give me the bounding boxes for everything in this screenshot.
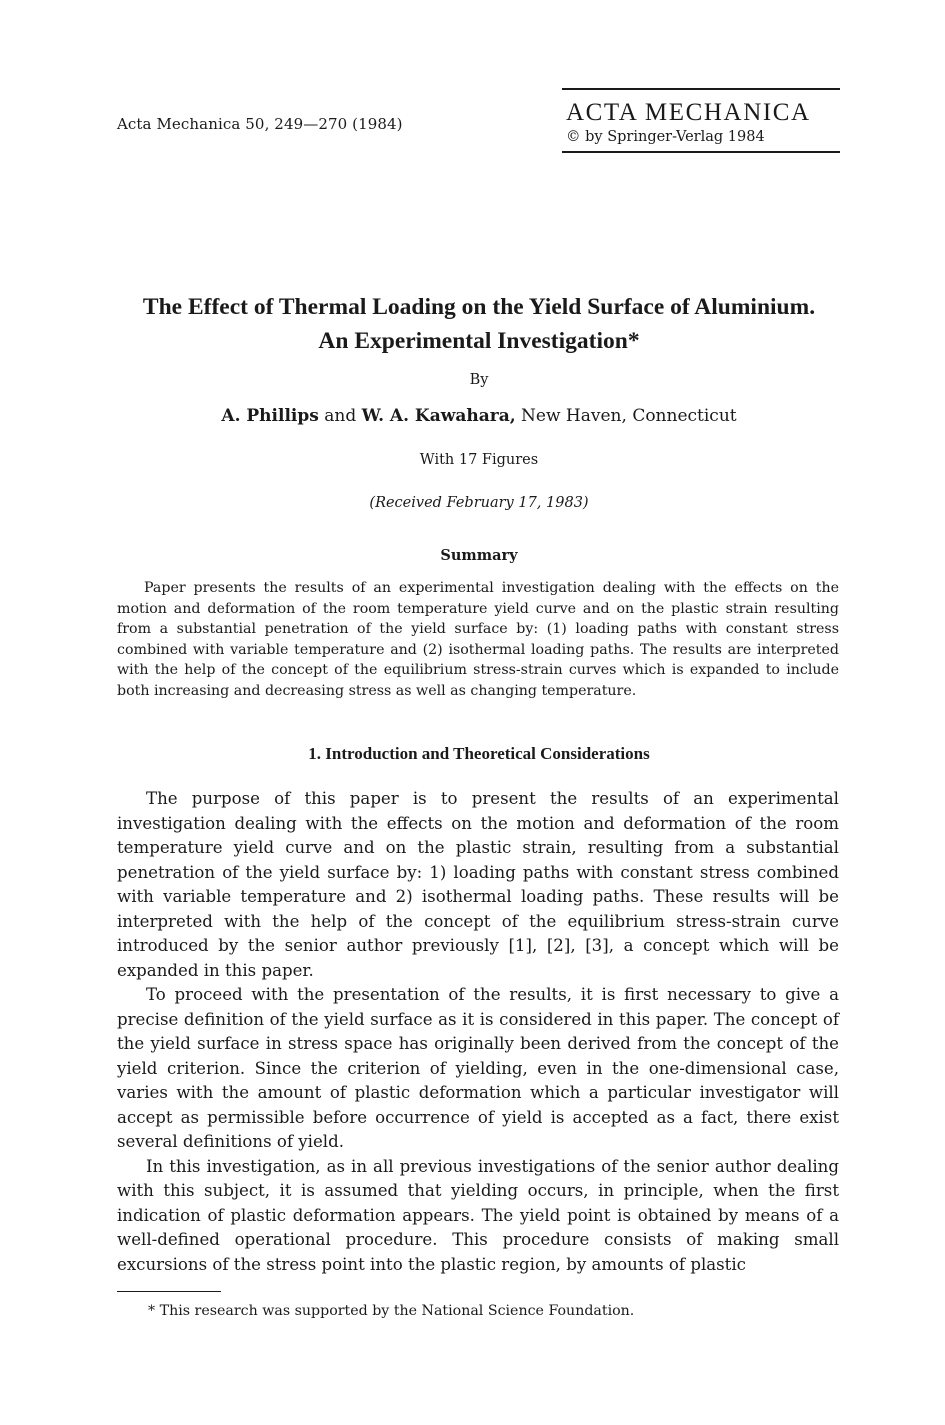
body-paragraph-1: The purpose of this paper is to present the results of an experimental investigation dealing with the effects on the motion and deformation of the room temperature yield curve and on the plastic strain, resulting from a substantial penetration of the yield surface by: 1) loading paths with constant stress combined with variable temperature and 2) isothermal loading paths. These results will be interpreted with the help of the concept of the equilibrium stress-strain curve introduced by the senior author previously [1], [2], [3], a concept which will be expanded in this paper. (117, 789, 839, 980)
footnote-divider (117, 1291, 221, 1292)
paper-title (110, 290, 848, 358)
summary-heading: Summary (440, 547, 518, 564)
author-2: W. A. Kawahara, (361, 406, 516, 426)
author-conjunction: and (318, 406, 362, 426)
section-body (117, 787, 839, 1277)
byline: By (469, 372, 489, 388)
body-paragraph-2: To proceed with the presentation of the results, it is first necessary to give a precise definition of the yield surface as it is considered in this paper. The concept of the yield surface in stress space has originally been derived from the concept of the yield criterion. Since the criterion of yielding, even in the one-dimensional case, varies with the amount of plastic deformation which a particular investigator will accept as permissible before occurrence of yield is accepted as a fact, there exist several definitions of yield. (117, 985, 839, 1151)
title-line-1: The Effect of Thermal Loading on the Yield Surface of Aluminium. (142, 294, 816, 320)
journal-name: ACTA MECHANICA (566, 99, 811, 126)
journal-citation: Acta Mechanica 50, 249—270 (1984) (117, 115, 403, 133)
received-date: (Received February 17, 1983) (369, 495, 589, 511)
footnote: * This research was supported by the National Science Foundation. (148, 1303, 635, 1319)
copyright-notice: © by Springer-Verlag 1984 (566, 129, 765, 145)
journal-masthead (562, 88, 840, 153)
summary-text: Paper presents the results of an experimental investigation dealing with the effects on the motion and deformation of the room temperature yield curve and on the plastic strain resulting from a substantial penetration of the yield surface by: (1) loading paths with constant stress combined with variable temperature and (2) isothermal loading paths. The results are interpreted with the help of the concept of the equilibrium stress-strain curves which is expanded to include both increasing and decreasing stress as well as changing temperature. (117, 580, 839, 699)
title-line-2: An Experimental Investigation* (318, 328, 640, 354)
figures-note: With 17 Figures (419, 452, 539, 468)
section-heading: 1. Introduction and Theoretical Considerations (308, 744, 650, 763)
author-1: A. Phillips (221, 406, 319, 426)
author-line (110, 406, 848, 426)
author-location: New Haven, Connecticut (515, 406, 737, 426)
body-paragraph-3: In this investigation, as in all previous investigations of the senior author dealing with this subject, it is assumed that yielding occurs, in principle, when the first indication of plastic deformation appears. The yield point is obtained by means of a well-defined operational procedure. This procedure consists of making small excursions of the stress point into the plastic region, by amounts of plastic (117, 1156, 839, 1274)
